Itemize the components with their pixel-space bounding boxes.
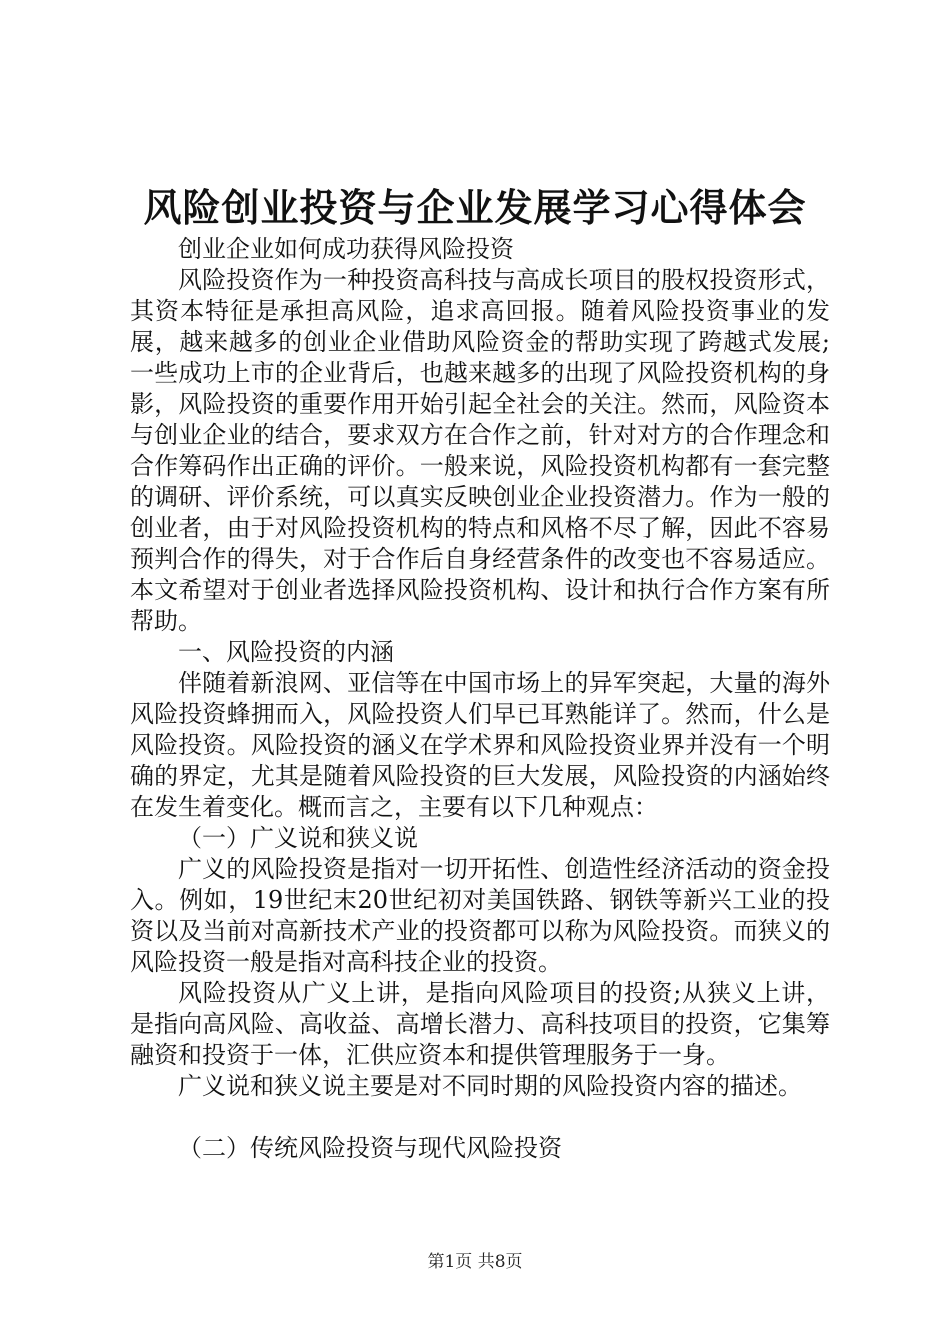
section-heading-1: 一、风险投资的内涵 <box>178 638 394 666</box>
subsection-heading-2: （二）传统风险投资与现代风险投资 <box>178 1134 562 1162</box>
paragraph-definition: 伴随着新浪网、亚信等在中国市场上的异军突起，大量的海外风险投资蜂拥而入，风险投资人们早已耳熟能详了。然而，什么是风险投资。风险投资的涵义在学术界和风险投资业界并没有一个明确的界定，尤其是随着风险投资的巨大发展，风险投资的内涵始终在发生着变化。概而言之，主要有以下几种观点： <box>130 669 830 821</box>
paragraph-intro: 风险投资作为一种投资高科技与高成长项目的股权投资形式，其资本特征是承担高风险，追求高回报。随着风险投资事业的发展，越来越多的创业企业借助风险资金的帮助实现了跨越式发展;一些成功上市的企业背后，也越来越多的出现了风险投资机构的身影，风险投资的重要作用开始引起全社会的关注。然而，风险资本与创业企业的结合，要求双方在合作之前，针对对方的合作理念和合作筹码作出正确的评价。一般来说，风险投资机构都有一套完整的调研、评价系统，可以真实反映创业企业投资潜力。作为一般的创业者，由于对风险投资机构的特点和风格不尽了解，因此不容易预判合作的得失，对于合作后自身经营条件的改变也不容易适应。本文希望对于创业者选择风险投资机构、设计和执行合作方案有所帮助。 <box>130 266 830 635</box>
paragraph-subtitle: 创业企业如何成功获得风险投资 <box>178 235 514 263</box>
blank-line <box>130 1102 830 1133</box>
page-footer: 第1页 共8页 <box>427 1252 523 1272</box>
document-title: 风险创业投资与企业发展学习心得体会 <box>143 185 807 230</box>
paragraph-summary: 广义说和狭义说主要是对不同时期的风险投资内容的描述。 <box>178 1072 802 1100</box>
paragraph-broad-narrow: 风险投资从广义上讲，是指向风险项目的投资;从狭义上讲，是指向高风险、高收益、高增长潜力、高科技项目的投资，它集筹融资和投资于一体，汇供应资本和提供管理服务于一身。 <box>130 979 830 1069</box>
document-body <box>130 234 830 1164</box>
subsection-heading-1: （一）广义说和狭义说 <box>178 824 418 852</box>
paragraph-broad-sense: 广义的风险投资是指对一切开拓性、创造性经济活动的资金投入。例如，19世纪末20世纪初对美国铁路、钢铁等新兴工业的投资以及当前对高新技术产业的投资都可以称为风险投资。而狭义的风险投资一般是指对高科技企业的投资。 <box>130 855 830 976</box>
